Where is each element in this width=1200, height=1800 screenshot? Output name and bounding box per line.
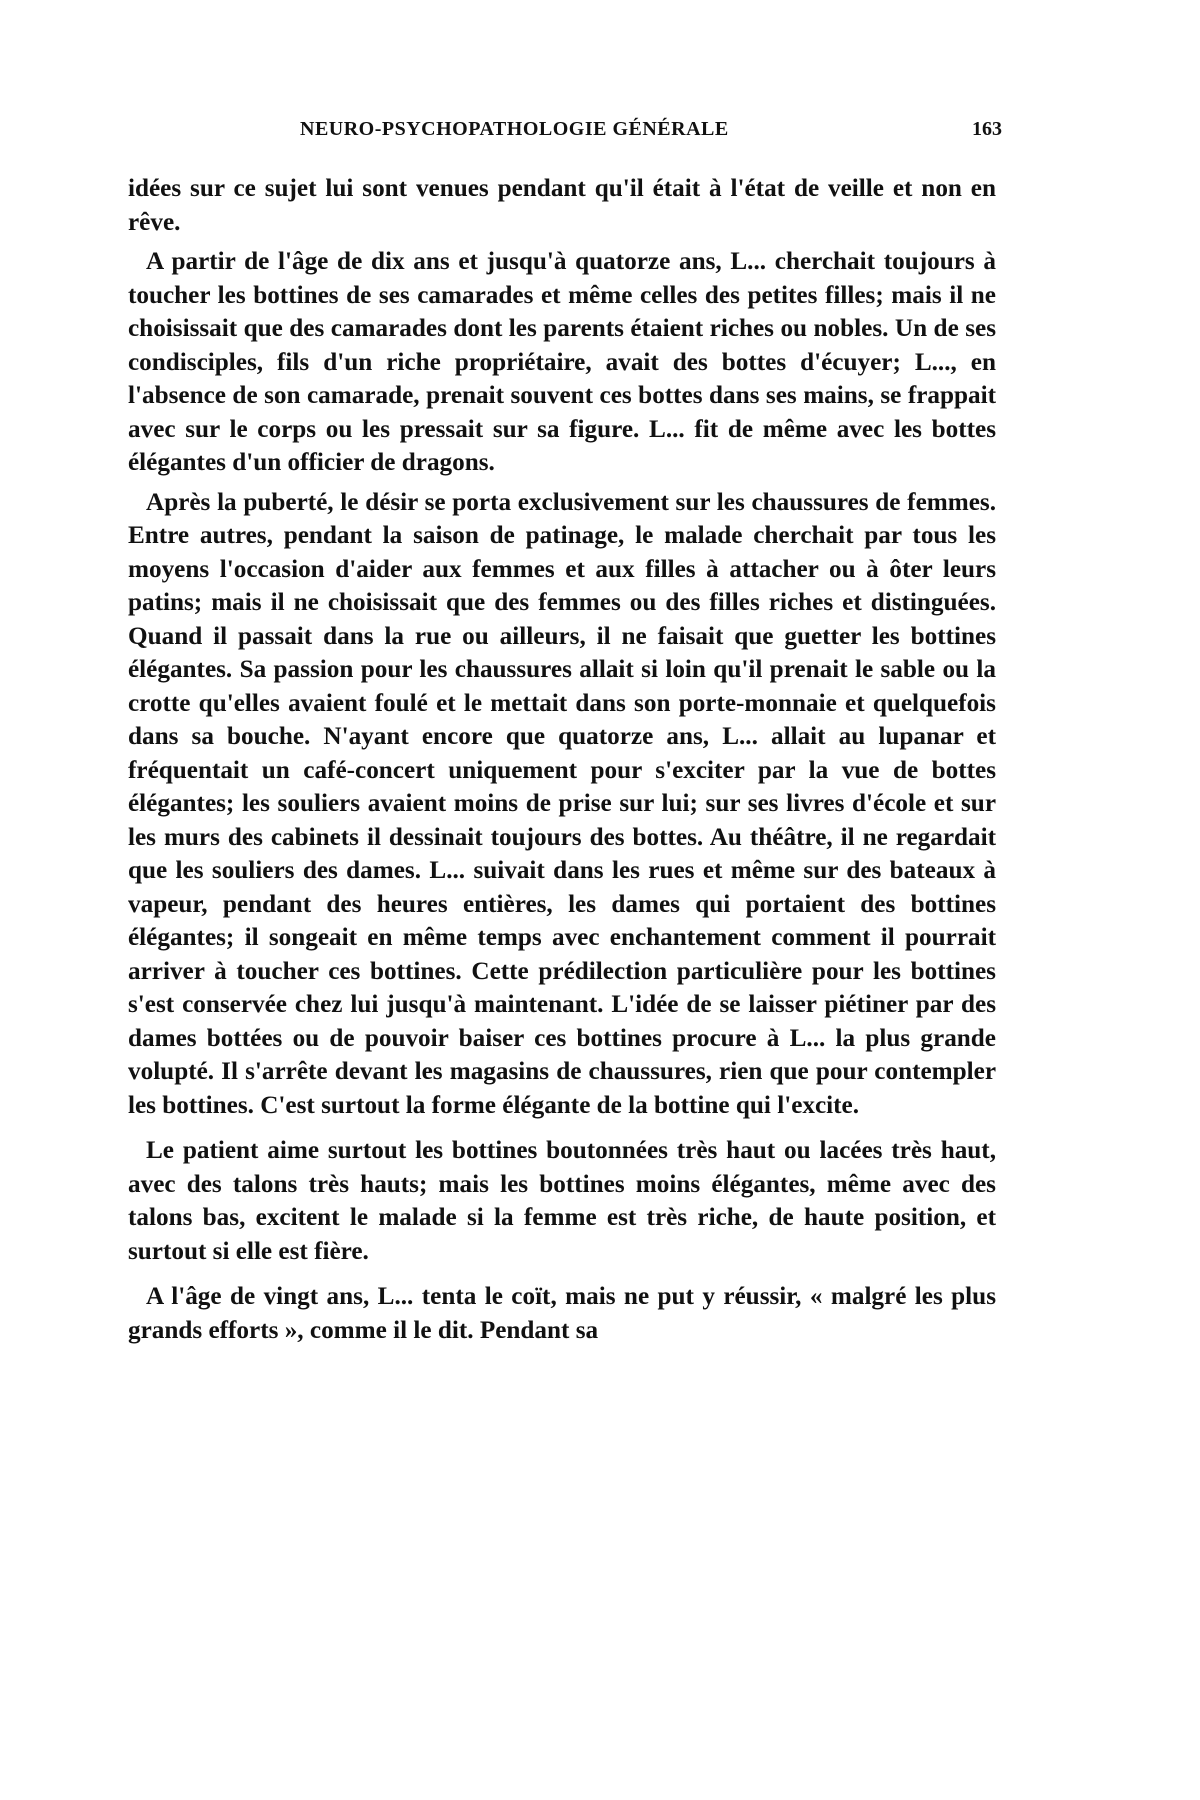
running-title: NEURO-PSYCHOPATHOLOGIE GÉNÉRALE	[300, 118, 729, 140]
running-header	[128, 118, 1002, 148]
page-number: 163	[972, 118, 1002, 140]
paragraph-continuation: idées sur ce sujet lui sont venues pendant qu'il était à l'état de veille et non en rêve.	[128, 175, 996, 236]
paragraph: A l'âge de vingt ans, L... tenta le coït, mais ne put y réussir, « malgré les plus grands efforts », comme il le dit. Pendant sa	[128, 1283, 996, 1344]
paragraph: Après la puberté, le désir se porta exclusivement sur les chaussures de femmes. Entre autres, pendant la saison de patinage, le malade cherchait par tous les moyens l'occasion d'aider aux femmes et aux filles à attacher ou à ôter leurs patins; mais il ne choisissait que des femmes ou des filles riches et distinguées. Quand il passait dans la rue ou ailleurs, il ne faisait que guetter les bottines élégantes. Sa passion pour les chaussures allait si loin qu'il prenait le sable ou la crotte qu'elles avaient foulé et le mettait dans son porte-monnaie et quelquefois dans sa bouche. N'ayant encore que quatorze ans, L... allait au lupanar et fréquentait un café-concert uniquement pour s'exciter par la vue de bottes élégantes; les souliers avaient moins de prise sur lui; sur ses livres d'école et sur les murs des cabinets il dessinait toujours des bottes. Au théâtre, il ne regardait que les souliers des dames. L... suivait dans les rues et même sur des bateaux à vapeur, pendant des heures entières, les dames qui portaient des bottines élégantes; il songeait en même temps avec enchantement comment il pourrait arriver à toucher ces bottines. Cette prédilection particulière pour les bottines s'est conservée chez lui jusqu'à maintenant. L'idée de se laisser piétiner par des dames bottées ou de pouvoir baiser ces bottines procure à L... la plus grande volupté. Il s'arrête devant les magasins de chaussures, rien que pour contempler les bottines. C'est surtout la forme élégante de la bottine qui l'excite.	[128, 488, 996, 1119]
body-text	[128, 172, 996, 1353]
paragraph: A partir de l'âge de dix ans et jusqu'à quatorze ans, L... cherchait toujours à toucher les bottines de ses camarades et même celles des petites filles; mais il ne choisissait que des camarades dont les parents étaient riches ou nobles. Un de ses condisciples, fils d'un riche propriétaire, avait des bottes d'écuyer; L..., en l'absence de son camarade, prenait souvent ces bottes dans ses mains, se frappait avec sur le corps ou les pressait sur sa figure. L... fit de même avec les bottes élégantes d'un officier de dragons.	[128, 248, 996, 476]
paragraph: Le patient aime surtout les bottines boutonnées très haut ou lacées très haut, avec des talons très hauts; mais les bottines moins élégantes, même avec des talons bas, excitent le malade si la femme est très riche, de haute position, et surtout si elle est fière.	[128, 1137, 996, 1265]
